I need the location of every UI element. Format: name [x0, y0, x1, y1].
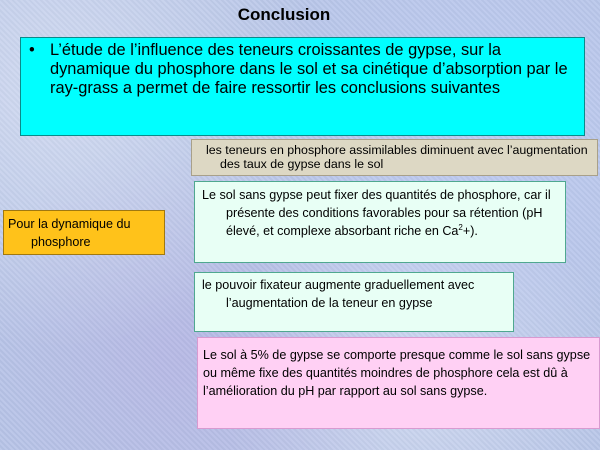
conclusion-text-2 — [202, 186, 559, 240]
phosphore-dynamics-label: Pour la dynamique du phosphore — [8, 217, 131, 249]
conclusion-box-1 — [191, 139, 598, 176]
bullet-icon: • — [29, 41, 35, 59]
conclusion-text-3: le pouvoir fixateur augmente graduellement avec l’augmentation de la teneur en gypse — [202, 278, 475, 310]
conclusion-text-2-end: +). — [462, 224, 478, 238]
conclusion-box-3 — [194, 272, 514, 332]
calcium-superscript: 2 — [458, 222, 463, 232]
phosphore-dynamics-label-box — [3, 210, 165, 255]
conclusion-box-2 — [194, 181, 566, 263]
conclusion-text-1: les teneurs en phosphore assimilables diminuent avec l’augmentation des taux de gypse dans le sol — [206, 143, 588, 171]
intro-box — [20, 37, 585, 136]
conclusion-text-4: Le sol à 5% de gypse se comporte presque comme le sol sans gypse ou même fixe des quantités moindres de phosphore cela est dû à l’amélioration du pH par rapport au sol sans gypse. — [203, 348, 591, 398]
conclusion-box-4 — [197, 337, 600, 429]
conclusion-text-2-main: Le sol sans gypse peut fixer des quantités de phosphore, car il présente des conditions favorables pour sa rétention (pH élevé, et complexe absorbant riche en Ca — [202, 188, 551, 238]
intro-text: L’étude de l’influence des teneurs croissantes de gypse, sur la dynamique du phosphore dans le sol et sa cinétique d’absorption par le ray-grass a permet de faire ressortir les conclusions suivantes — [50, 41, 568, 97]
slide-title: Conclusion — [237, 5, 331, 24]
